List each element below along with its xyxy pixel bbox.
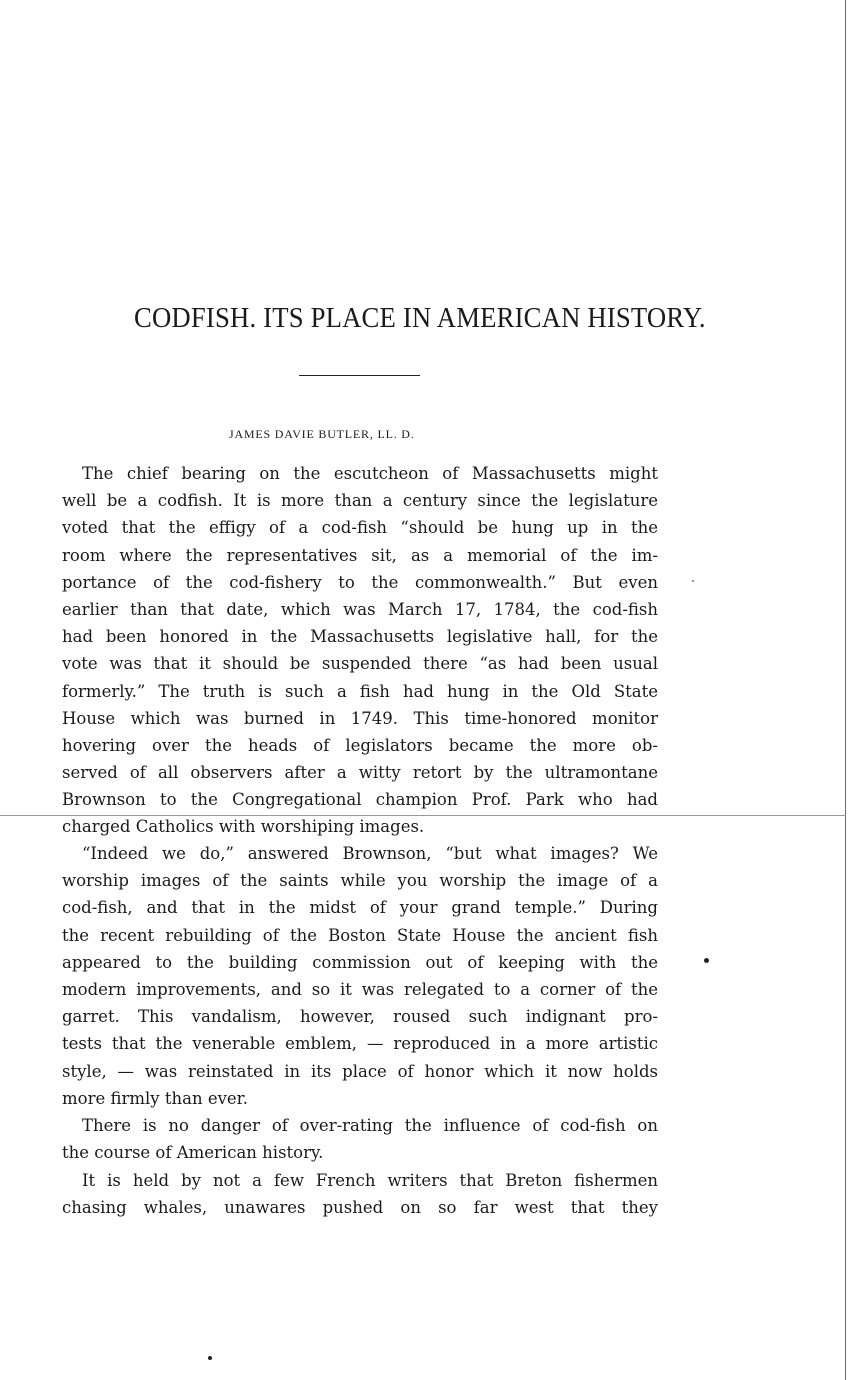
paragraph-1	[62, 460, 658, 841]
text-line: There is no danger of over-rating the influence of cod-fish on	[82, 1116, 658, 1135]
text-line: charged Catholics with worshiping images.	[62, 817, 425, 837]
text-line: the recent rebuilding of the Boston State House the ancient fish	[62, 925, 658, 945]
text-line: appeared to the building commission out of keeping with the	[62, 952, 658, 972]
article-author: JAMES DAVIE BUTLER, LL. D.	[229, 427, 415, 441]
text-line: hovering over the heads of legislators became the more ob-	[62, 735, 658, 755]
text-line: room where the representatives sit, as a memorial of the im-	[62, 545, 658, 565]
text-line: the course of American history.	[62, 1143, 324, 1163]
paragraph-2	[62, 840, 658, 1112]
text-line: “Indeed we do,” answered Brownson, “but what images? We	[82, 844, 658, 863]
text-line: garret. This vandalism, however, roused such indignant pro-	[62, 1007, 658, 1027]
page-edge	[845, 0, 846, 1380]
text-line: cod-fish, and that in the midst of your grand temple.” During	[62, 898, 658, 918]
article-title: CODFISH. ITS PLACE IN AMERICAN HISTORY.	[134, 302, 706, 334]
text-line: earlier than that date, which was March 17, 1784, the cod-fish	[62, 599, 658, 619]
text-line: modern improvements, and so it was relegated to a corner of the	[62, 979, 658, 999]
paragraph-3	[62, 1112, 658, 1166]
text-line: The chief bearing on the escutcheon of Massachusetts might	[82, 464, 658, 483]
text-line: chasing whales, unawares pushed on so far west that they	[62, 1198, 658, 1218]
paragraph-4	[62, 1167, 658, 1221]
text-line: served of all observers after a witty retort by the ultramontane	[62, 763, 658, 783]
text-line: House which was burned in 1749. This time-honored monitor	[62, 708, 658, 728]
text-line: formerly.” The truth is such a fish had hung in the Old State	[62, 681, 658, 701]
text-line: worship images of the saints while you worship the image of a	[62, 871, 658, 891]
scan-speck	[208, 1356, 212, 1360]
text-line: Brownson to the Congregational champion Prof. Park who had	[62, 790, 658, 810]
text-line: portance of the cod-fishery to the commonwealth.” But even	[62, 572, 658, 592]
text-line: voted that the effigy of a cod-fish “should be hung up in the	[62, 518, 658, 538]
text-line: vote was that it should be suspended there “as had been usual	[62, 654, 658, 674]
text-line: It is held by not a few French writers that Breton fishermen	[82, 1171, 658, 1190]
title-rule	[299, 375, 420, 376]
text-line: had been honored in the Massachusetts legislative hall, for the	[62, 627, 658, 647]
text-line: tests that the venerable emblem, — reproduced in a more artistic	[62, 1034, 658, 1054]
text-line: style, — was reinstated in its place of honor which it now holds	[62, 1061, 658, 1081]
scan-speck	[692, 580, 694, 582]
text-line: more firmly than ever.	[62, 1088, 248, 1108]
scan-speck	[704, 958, 709, 963]
text-line: well be a codfish. It is more than a century since the legislature	[62, 491, 658, 511]
